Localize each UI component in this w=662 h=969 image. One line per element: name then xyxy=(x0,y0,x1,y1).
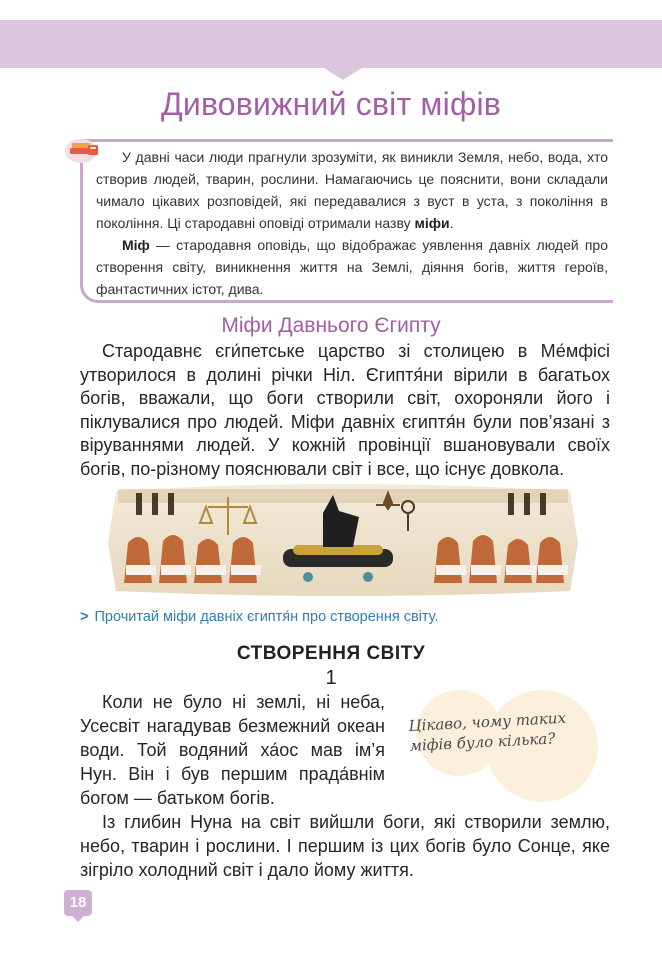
note-line-2: міфів було кілька? xyxy=(409,729,556,755)
intro-paragraph-text: У давні часи люди прагнули зрозуміти, як виникли Земля, небо, вода, хто створив людей, тварин, рослини. Намагаючись це пояснити, вони складали чимало цікавих розповідей, які передавалися з вуст в уста, з покоління в покоління. Ці стародавні оповіді отримали назву xyxy=(96,149,608,231)
page-number-notch xyxy=(72,916,84,922)
intro-paragraph xyxy=(96,146,608,234)
story-paragraph-1: Коли не було ні землі, ні неба, Усесвіт нагадував безмежний океан води. Той водяний ха́ос мав ім’я Нун. Він і був першим прада́внім богом — батьком богів. xyxy=(80,692,385,808)
task-marker: > xyxy=(80,609,89,625)
task-text: Прочитай міфи давніх єгиптя́н про створення світу. xyxy=(94,609,439,625)
section-paragraph: Стародавнє єги́петське царство зі столицею в Ме́мфісі утворилося в долині річки Ніл. Єгиптя́ни вірили в багатьох богів, вважали, що боги створили світ, охороняли його і піклувалися про людей. Міфи давніх єгиптя́н були пов’язані з віруваннями людей. У кожній провінції вшановували своїх богів, по-різному пояснювали світ і все, що існує довкола. xyxy=(80,341,610,479)
page-number: 18 xyxy=(64,890,92,916)
note-line-1: Цікаво, чому таких xyxy=(408,708,567,735)
story-paragraph-1-block xyxy=(80,690,385,810)
definition-term: Міф xyxy=(122,237,150,253)
reading-task xyxy=(80,609,439,625)
page-title: Дивовижний світ міфів xyxy=(161,86,501,122)
intro-text xyxy=(96,146,608,300)
chapter-number: 1 xyxy=(325,667,337,689)
story-title: СТВОРЕННЯ СВІТУ xyxy=(236,643,426,664)
definition-paragraph xyxy=(96,234,608,300)
intro-paragraph-end: . xyxy=(449,215,454,231)
definition-text: — стародавня оповідь, що відображає уявлення давніх людей про створення світу, виникнення життя на Землі, діяння богів, життя героїв, фантастичних істот, дива. xyxy=(96,237,608,297)
egyptian-fresco-illustration xyxy=(108,483,578,598)
section-title: Міфи Давнього Єгипту xyxy=(221,314,441,337)
header-band xyxy=(0,20,662,68)
myth-term: міфи xyxy=(414,215,450,231)
story-paragraph-2: Із глибин Нуна на світ вийшли боги, які створили землю, небо, тварин і рослини. І першим із цих богів було Сонце, яке зігріло холодний світ і дало йому життя. xyxy=(80,812,610,880)
section-text xyxy=(80,340,610,481)
header-notch xyxy=(321,66,365,80)
story-paragraph-2-block xyxy=(80,810,610,882)
